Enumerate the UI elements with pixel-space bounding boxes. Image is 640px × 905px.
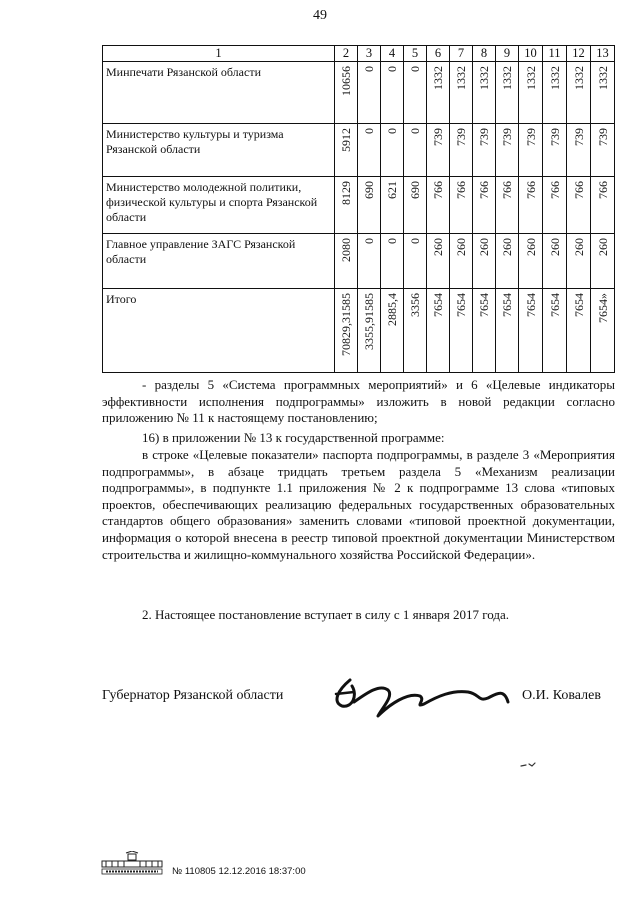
column-header: 6	[427, 46, 450, 62]
table-cell	[519, 124, 543, 177]
table-cell	[450, 234, 473, 289]
table-cell	[496, 62, 519, 124]
cell-value: 1332	[571, 66, 586, 90]
cell-value: 260	[571, 238, 586, 256]
table-cell	[543, 177, 567, 234]
table-cell	[450, 289, 473, 373]
table-cell	[427, 234, 450, 289]
row-label: Минпечати Рязанской области	[103, 62, 335, 124]
column-header: 9	[496, 46, 519, 62]
table-cell	[381, 289, 404, 373]
cell-value: 0	[385, 66, 399, 72]
table-cell	[567, 177, 591, 234]
cell-value: 739	[595, 128, 610, 146]
table-cell	[543, 62, 567, 124]
table-cell	[358, 124, 381, 177]
table-cell	[404, 177, 427, 234]
table-cell	[427, 289, 450, 373]
cell-value: 70829,31585	[339, 293, 353, 356]
cell-value: 0	[362, 66, 376, 72]
cell-value: 1332	[523, 66, 538, 90]
table-cell	[591, 62, 615, 124]
cell-value: 0	[408, 238, 422, 244]
table-cell	[473, 124, 496, 177]
page-number: 49	[313, 8, 327, 23]
signatory-name: О.И. Ковалев	[522, 688, 601, 703]
table-cell	[335, 234, 358, 289]
paragraph-replacement: в строке «Целевые показатели» паспорта подпрограммы, в разделе 3 «Мероприятия подпрограммы», в абзаце тридцать третьем раздела 5 «Механизм реализации подпрограммы», в подпункте 1.1 приложения № 2 к подпрограмме 13 слова «типовых проектов, обеспечивающих реализацию федеральных государственных образовательных стандартов общего образования» заменить словами «типовой проектной документации, информация о которой внесена в реестр типовой проектной документации Министерством строительства и жилищно-коммунального хозяйства Российской Федерации».	[102, 447, 615, 562]
cell-value: 1332	[595, 66, 610, 90]
cell-value: 766	[547, 181, 562, 199]
table-row	[103, 62, 615, 124]
cell-value: 2885,4	[385, 293, 399, 326]
table-cell	[450, 177, 473, 234]
row-label: Министерство молодежной политики, физической культуры и спорта Рязанской области	[103, 177, 335, 234]
cell-value: 739	[500, 128, 514, 146]
row-label: Министерство культуры и туризма Рязанской области	[103, 124, 335, 177]
cell-value: 7654	[500, 293, 514, 317]
cell-value: 3356	[408, 293, 422, 317]
cell-value: 7654	[523, 293, 538, 317]
column-header: 4	[381, 46, 404, 62]
table-row	[103, 177, 615, 234]
table-cell	[543, 234, 567, 289]
cell-value: 739	[454, 128, 468, 146]
table-cell	[404, 62, 427, 124]
paragraph-sections-5-6: - разделы 5 «Система программных мероприятий» и 6 «Целевые индикаторы эффективности исполнения подпрограммы» изложить в новой редакции согласно приложению № 11 к настоящему постановлению;	[102, 377, 615, 426]
table-cell	[358, 234, 381, 289]
signatory-position: Губернатор Рязанской области	[102, 688, 284, 703]
table-cell	[335, 124, 358, 177]
table-cell	[358, 177, 381, 234]
table-cell	[567, 124, 591, 177]
table-cell	[496, 177, 519, 234]
cell-value: 766	[431, 181, 445, 199]
cell-value: 0	[362, 128, 376, 134]
cell-value: 7654	[431, 293, 445, 317]
table-cell	[543, 289, 567, 373]
table-cell	[543, 124, 567, 177]
table-cell	[381, 124, 404, 177]
cell-value: 766	[571, 181, 586, 199]
cell-value: 739	[523, 128, 538, 146]
table-cell	[473, 62, 496, 124]
cell-value: 739	[431, 128, 445, 146]
table-row	[103, 234, 615, 289]
cell-value: 10656	[339, 66, 353, 96]
row-label: Итого	[103, 289, 335, 373]
column-header: 12	[567, 46, 591, 62]
cell-value: 0	[385, 128, 399, 134]
cell-value: 1332	[454, 66, 468, 90]
cell-value: 7654	[454, 293, 468, 317]
pen-mark	[520, 760, 540, 770]
table-cell	[381, 177, 404, 234]
table-cell	[567, 289, 591, 373]
cell-value: 260	[431, 238, 445, 256]
cell-value: 8129	[339, 181, 353, 205]
table-cell	[496, 234, 519, 289]
table-cell	[358, 62, 381, 124]
cell-value: 260	[547, 238, 562, 256]
column-header: 10	[519, 46, 543, 62]
table-cell	[427, 62, 450, 124]
table-cell	[473, 234, 496, 289]
cell-value: 766	[500, 181, 514, 199]
cell-value: 2080	[339, 238, 353, 262]
cell-value: 260	[454, 238, 468, 256]
table-cell	[473, 177, 496, 234]
column-header: 5	[404, 46, 427, 62]
column-header: 1	[103, 46, 335, 62]
cell-value: 260	[477, 238, 491, 256]
table-cell	[519, 289, 543, 373]
table-cell	[591, 177, 615, 234]
cell-value: 0	[408, 128, 422, 134]
table-cell	[519, 234, 543, 289]
cell-value: 739	[477, 128, 491, 146]
table-cell	[519, 62, 543, 124]
table-cell	[404, 234, 427, 289]
column-header: 8	[473, 46, 496, 62]
cell-value: 7654»	[595, 293, 610, 323]
table-cell	[567, 62, 591, 124]
table-row	[103, 124, 615, 177]
cell-value: 766	[523, 181, 538, 199]
registration-number: № 110805 12.12.2016 18:37:00	[172, 866, 306, 877]
table-cell	[335, 289, 358, 373]
table-cell	[427, 177, 450, 234]
table-cell	[427, 124, 450, 177]
cell-value: 7654	[571, 293, 586, 317]
table-cell	[567, 234, 591, 289]
cell-value: 0	[362, 238, 376, 244]
cell-value: 739	[547, 128, 562, 146]
table-cell	[591, 289, 615, 373]
table-cell	[496, 289, 519, 373]
column-header: 7	[450, 46, 473, 62]
table-header-row	[103, 46, 615, 62]
cell-value: 739	[571, 128, 586, 146]
table-cell	[473, 289, 496, 373]
cell-value: 7654	[477, 293, 491, 317]
cell-value: 260	[500, 238, 514, 256]
cell-value: 766	[595, 181, 610, 199]
table-cell	[381, 234, 404, 289]
table-cell	[404, 124, 427, 177]
row-label: Главное управление ЗАГС Рязанской области	[103, 234, 335, 289]
paragraph-item-16: 16) в приложении № 13 к государственной программе:	[142, 430, 445, 445]
cell-value: 1332	[547, 66, 562, 90]
table-cell	[450, 124, 473, 177]
column-header: 11	[543, 46, 567, 62]
cell-value: 260	[523, 238, 538, 256]
table-cell	[591, 124, 615, 177]
paragraph-effective-date: 2. Настоящее постановление вступает в силу с 1 января 2017 года.	[142, 607, 510, 622]
cell-value: 766	[477, 181, 491, 199]
cell-value: 690	[408, 181, 422, 199]
funding-table	[102, 45, 615, 373]
cell-value: 690	[362, 181, 376, 199]
table-cell	[591, 234, 615, 289]
table-cell	[450, 62, 473, 124]
cell-value: 1332	[477, 66, 491, 90]
table-cell	[381, 62, 404, 124]
cell-value: 3355,91585	[362, 293, 376, 350]
table-cell	[404, 289, 427, 373]
handwritten-signature	[328, 672, 518, 722]
registry-logo-icon	[100, 851, 164, 877]
table-cell	[358, 289, 381, 373]
column-header: 2	[335, 46, 358, 62]
cell-value: 7654	[547, 293, 562, 317]
cell-value: 260	[595, 238, 610, 256]
cell-value: 5912	[339, 128, 353, 152]
table-cell	[335, 62, 358, 124]
table-cell	[519, 177, 543, 234]
cell-value: 766	[454, 181, 468, 199]
cell-value: 621	[385, 181, 399, 199]
table-row-total	[103, 289, 615, 373]
table-cell	[496, 124, 519, 177]
cell-value: 1332	[500, 66, 514, 90]
cell-value: 1332	[431, 66, 445, 90]
cell-value: 0	[385, 238, 399, 244]
cell-value: 0	[408, 66, 422, 72]
column-header: 13	[591, 46, 615, 62]
table-cell	[335, 177, 358, 234]
column-header: 3	[358, 46, 381, 62]
